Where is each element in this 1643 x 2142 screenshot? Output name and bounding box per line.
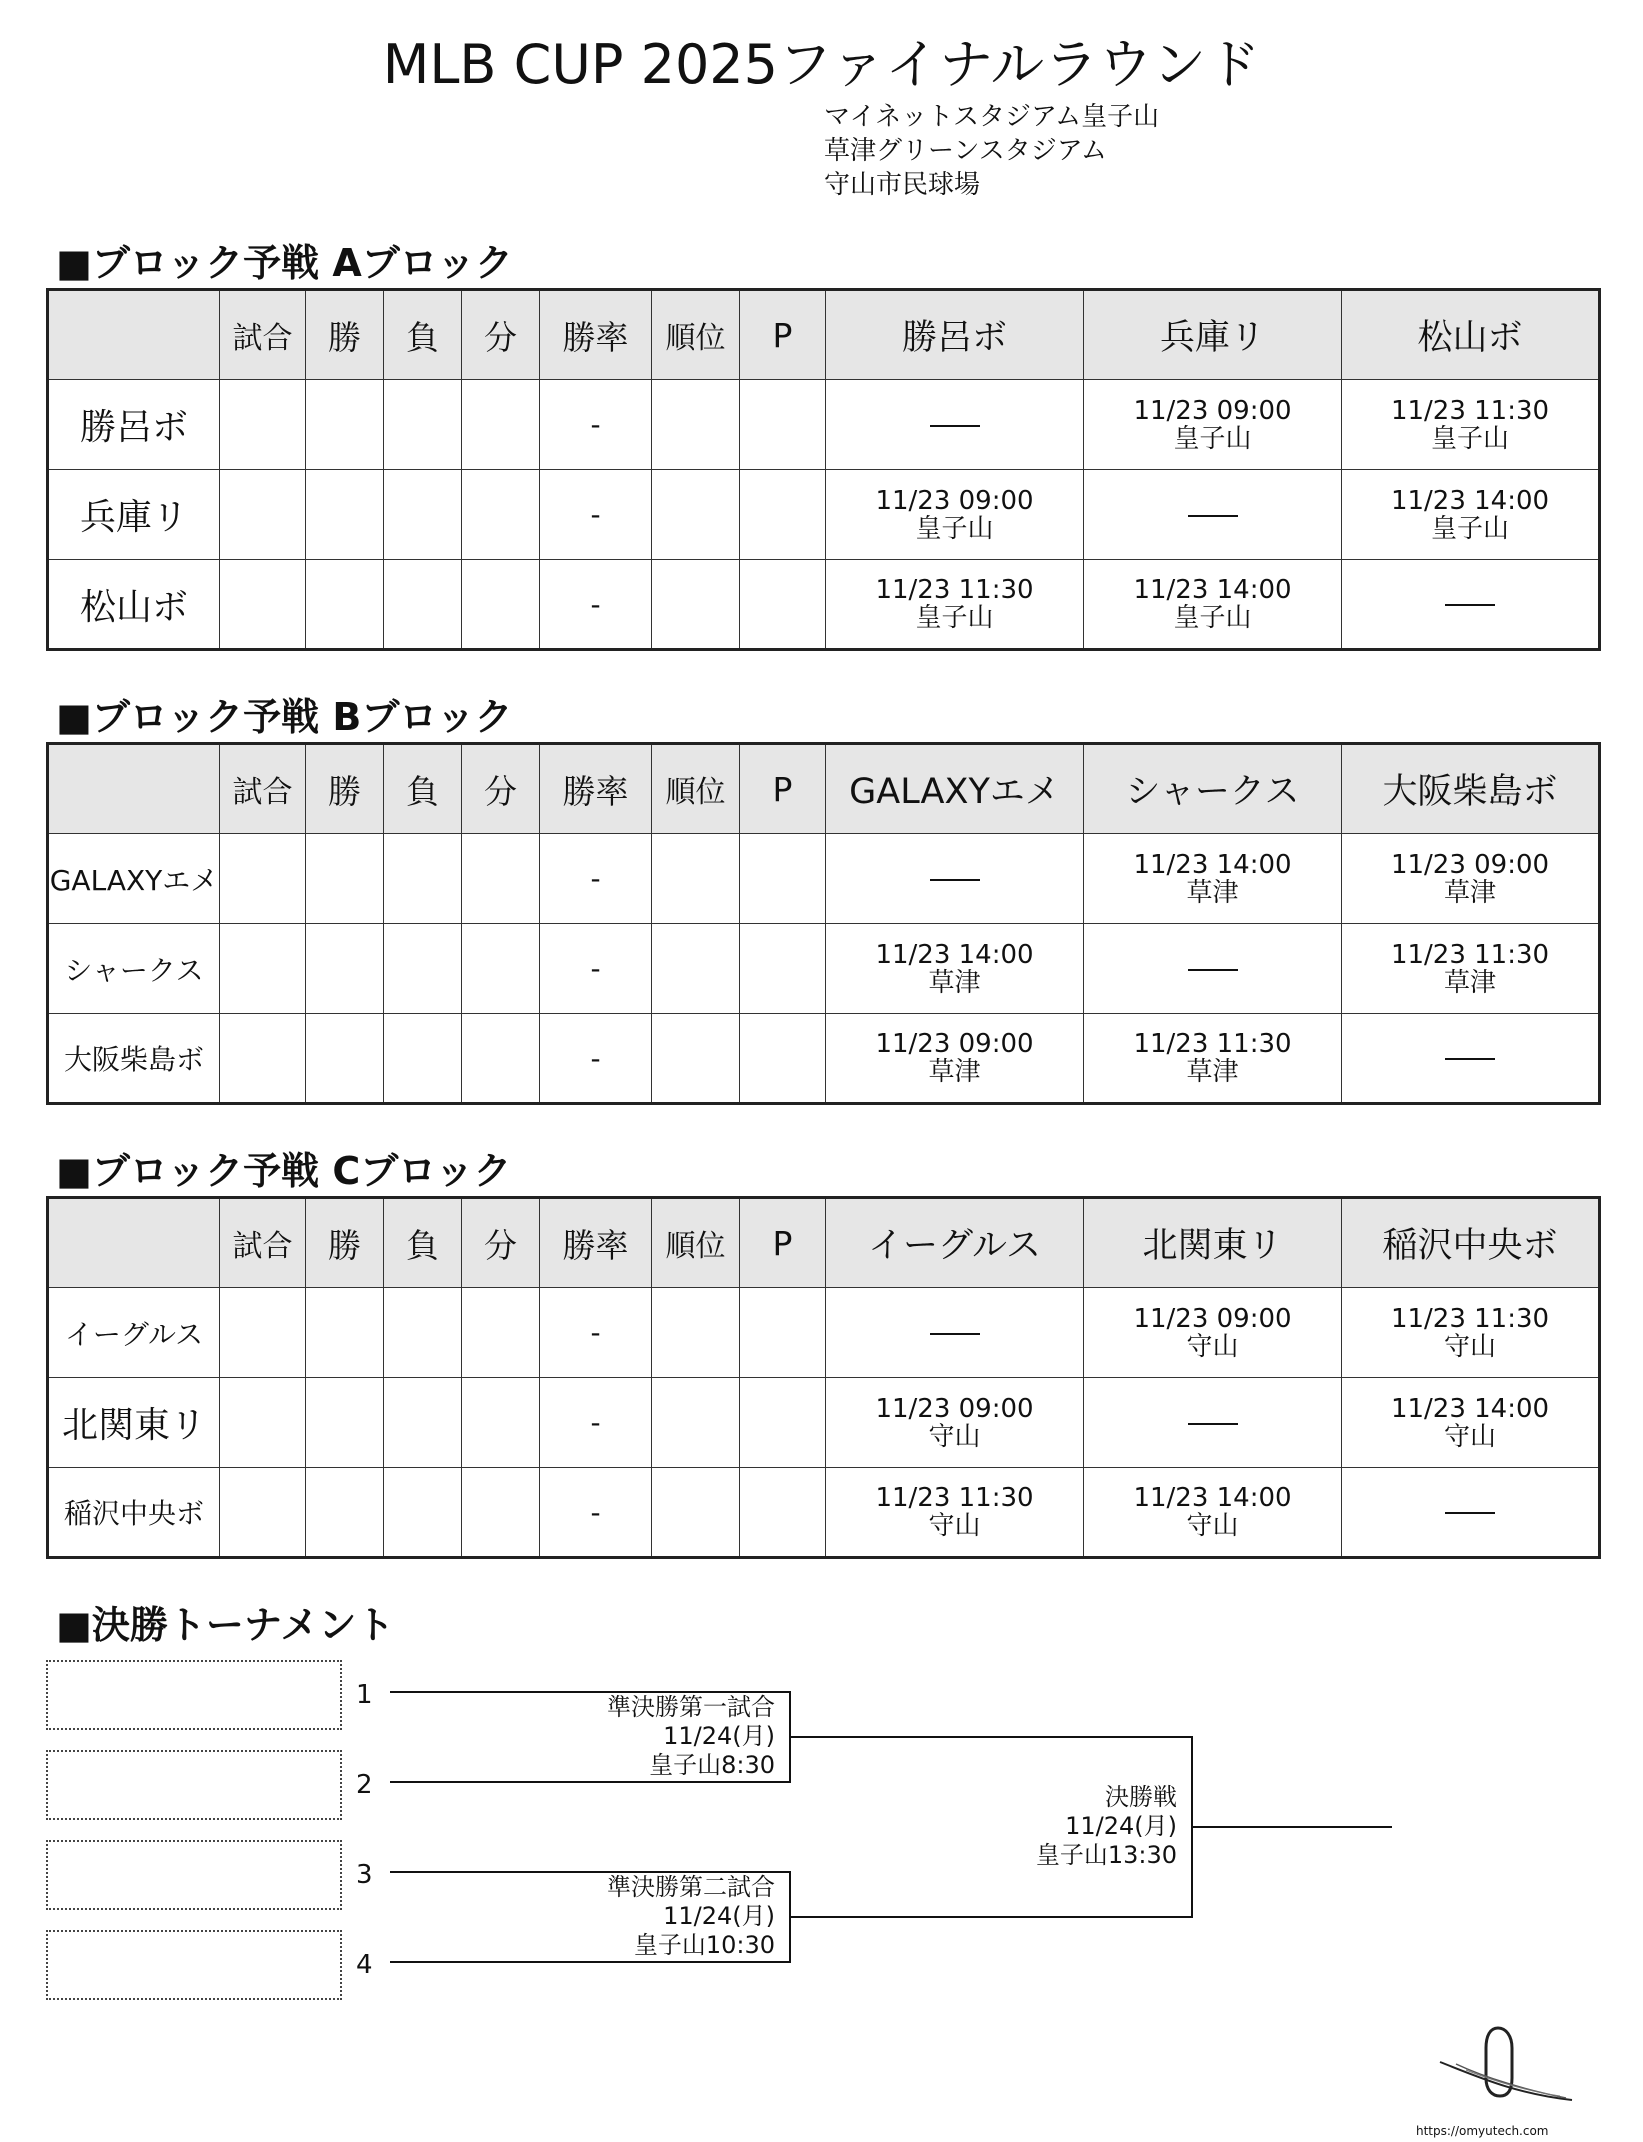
seed-number: 2	[356, 1770, 373, 1800]
stat-header: 勝率	[540, 1198, 652, 1288]
semifinal-1-date: 11/24(月)	[663, 1722, 775, 1750]
match-time: 11/23 14:00	[1133, 1483, 1292, 1513]
stat-header: 分	[462, 1198, 540, 1288]
row-team-name: 稲沢中央ボ	[48, 1468, 220, 1558]
stat-header: 順位	[652, 290, 740, 380]
team-column-header: 大阪柴島ボ	[1342, 744, 1600, 834]
stat-header: 分	[462, 744, 540, 834]
win-rate-value: -	[590, 1316, 601, 1349]
match-venue: 守山	[1186, 1331, 1239, 1362]
team-column-header: 兵庫リ	[1084, 290, 1342, 380]
omyutech-logo-icon	[1436, 2018, 1576, 2118]
match-time: 11/23 11:30	[1133, 1029, 1292, 1059]
row-team-name: 北関東リ	[48, 1378, 220, 1468]
venue-item: マイネットスタジアム皇子山	[824, 102, 1160, 132]
block-c-heading: ■ブロック予戦 Cブロック	[56, 1149, 512, 1193]
block-b-heading: ■ブロック予戦 Bブロック	[56, 695, 513, 739]
stat-header: P	[740, 290, 826, 380]
win-rate-value: -	[590, 952, 601, 985]
match-venue: 草津	[1443, 877, 1496, 908]
stat-header: 勝	[306, 744, 384, 834]
match-time: 11/23 11:30	[1390, 1303, 1550, 1334]
win-rate-value: -	[590, 587, 601, 621]
match-time: 11/23 09:00	[875, 1029, 1034, 1059]
row-team-name: 勝呂ボ	[48, 380, 220, 470]
match-time: 11/23 09:00	[1133, 1303, 1292, 1334]
match-venue: 皇子山	[915, 513, 994, 544]
stat-header: 試合	[220, 744, 306, 834]
stat-header: 順位	[652, 1198, 740, 1288]
row-team-name: 兵庫リ	[48, 470, 220, 560]
row-team-name: 大阪柴島ボ	[48, 1014, 220, 1104]
footer-url[interactable]: https://omyutech.com	[1416, 2124, 1549, 2138]
team-column-header: 稲沢中央ボ	[1342, 1198, 1600, 1288]
win-rate-value: -	[590, 498, 601, 531]
match-time: 11/23 14:00	[1390, 485, 1550, 516]
win-rate-value: -	[590, 862, 601, 895]
win-rate-value: -	[590, 408, 601, 441]
venue-item: 草津グリーンスタジアム	[824, 136, 1107, 166]
match-venue: 皇子山	[915, 603, 994, 633]
match-venue: 守山	[928, 1511, 981, 1541]
match-time: 11/23 09:00	[875, 485, 1034, 516]
final-date: 11/24(月)	[1065, 1812, 1177, 1840]
match-venue: 皇子山	[1430, 423, 1509, 454]
match-venue: 草津	[1186, 1057, 1239, 1087]
seed-number: 4	[356, 1950, 373, 1980]
venue-item: 守山市民球場	[824, 170, 981, 200]
row-team-name: シャークス	[48, 924, 220, 1014]
row-team-name: 松山ボ	[48, 560, 220, 650]
final-label	[1036, 1783, 1177, 1870]
match-time: 11/23 14:00	[1133, 849, 1292, 880]
match-time: 11/23 11:30	[875, 575, 1034, 605]
row-team-name: GALAXYエメ	[48, 834, 220, 924]
match-time: 11/23 09:00	[1390, 849, 1550, 880]
team-column-header: 勝呂ボ	[826, 290, 1084, 380]
match-venue: 皇子山	[1173, 603, 1252, 633]
tournament-heading: ■決勝トーナメント	[56, 1603, 395, 1647]
semifinal-2-label	[607, 1873, 775, 1960]
match-time: 11/23 14:00	[875, 939, 1034, 970]
match-venue: 草津	[1186, 877, 1239, 908]
match-venue: 守山	[1443, 1331, 1496, 1362]
block-a-heading: ■ブロック予戦 Aブロック	[56, 241, 514, 285]
final-name: 決勝戦	[1105, 1783, 1177, 1811]
stat-header: 勝率	[540, 290, 652, 380]
stat-header: 順位	[652, 744, 740, 834]
semifinal-2-date: 11/24(月)	[663, 1902, 775, 1930]
stat-header: 勝率	[540, 744, 652, 834]
team-column-header: 松山ボ	[1342, 290, 1600, 380]
final-place: 皇子山13:30	[1035, 1841, 1177, 1869]
stat-header: 勝	[306, 1198, 384, 1288]
semifinal-2-place: 皇子山10:30	[633, 1931, 775, 1959]
row-team-name: イーグルス	[48, 1288, 220, 1378]
win-rate-value: -	[590, 1406, 601, 1439]
team-column-header: GALAXYエメ	[826, 744, 1084, 834]
team-column-header: シャークス	[1084, 744, 1342, 834]
match-time: 11/23 14:00	[1133, 575, 1292, 605]
match-venue: 皇子山	[1173, 423, 1252, 454]
match-time: 11/23 11:30	[1390, 939, 1550, 970]
semifinal-1-label	[607, 1693, 775, 1780]
match-venue: 守山	[928, 1421, 981, 1452]
win-rate-value: -	[590, 1495, 601, 1529]
stat-header: 負	[384, 744, 462, 834]
stat-header: P	[740, 744, 826, 834]
semifinal-1-place: 皇子山8:30	[649, 1751, 775, 1779]
match-venue: 草津	[1443, 967, 1496, 998]
stat-header: 負	[384, 290, 462, 380]
match-venue: 草津	[928, 967, 981, 998]
match-venue: 守山	[1443, 1421, 1496, 1452]
stat-header: 分	[462, 290, 540, 380]
match-time: 11/23 09:00	[1133, 395, 1292, 426]
match-venue: 草津	[928, 1057, 981, 1087]
page-title: MLB CUP 2025ファイナルラウンド	[382, 33, 1261, 96]
win-rate-value: -	[590, 1041, 601, 1075]
match-time: 11/23 11:30	[1390, 395, 1550, 426]
seed-number: 1	[356, 1680, 373, 1710]
stat-header: 試合	[220, 290, 306, 380]
match-venue: 皇子山	[1430, 513, 1509, 544]
stat-header: 勝	[306, 290, 384, 380]
team-column-header: 北関東リ	[1084, 1198, 1342, 1288]
match-time: 11/23 11:30	[875, 1483, 1034, 1513]
match-venue: 守山	[1186, 1511, 1239, 1541]
team-column-header: イーグルス	[826, 1198, 1084, 1288]
stat-header: 試合	[220, 1198, 306, 1288]
stat-header: 負	[384, 1198, 462, 1288]
stat-header: P	[740, 1198, 826, 1288]
semifinal-2-name: 準決勝第二試合	[607, 1873, 775, 1901]
match-time: 11/23 14:00	[1390, 1393, 1550, 1424]
seed-number: 3	[356, 1860, 373, 1890]
match-time: 11/23 09:00	[875, 1393, 1034, 1424]
semifinal-1-name: 準決勝第一試合	[607, 1693, 775, 1721]
